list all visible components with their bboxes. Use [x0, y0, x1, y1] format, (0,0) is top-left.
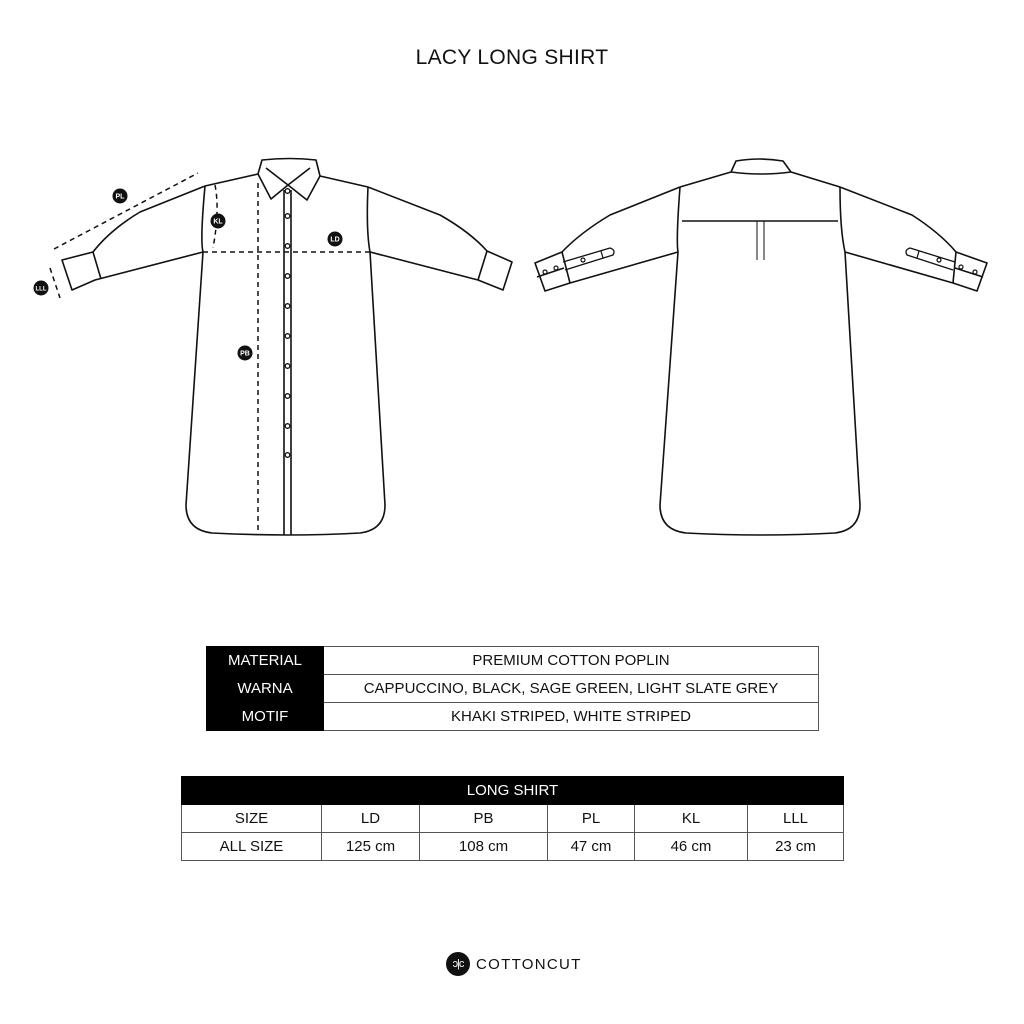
measurement-badge-lll [34, 281, 49, 296]
brand-footer [446, 952, 582, 976]
size-chart-title: LONG SHIRT [182, 777, 844, 805]
column-header: PL [548, 805, 635, 833]
column-header: PB [420, 805, 548, 833]
spec-table [206, 646, 819, 731]
spec-label: WARNA [207, 675, 324, 703]
svg-text:LLL: LLL [35, 286, 47, 293]
size-chart-header-row [182, 805, 844, 833]
brand-name: COTTONCUT [476, 955, 582, 973]
column-header: KL [635, 805, 748, 833]
front-view [50, 159, 512, 536]
column-header: LD [322, 805, 420, 833]
measurement-badge-pb [238, 346, 253, 361]
table-cell: 108 cm [420, 833, 548, 861]
table-row [182, 833, 844, 861]
svg-text:LD: LD [330, 236, 340, 244]
spec-value: KHAKI STRIPED, WHITE STRIPED [324, 703, 819, 731]
column-header: LLL [748, 805, 844, 833]
table-cell: ALL SIZE [182, 833, 322, 861]
measurement-badge-ld [328, 232, 343, 247]
spec-value: CAPPUCCINO, BLACK, SAGE GREEN, LIGHT SLATE GREY [324, 675, 819, 703]
brand-logo-icon: ɔ|c [446, 952, 470, 976]
page-title: LACY LONG SHIRT [415, 46, 609, 69]
table-cell: 47 cm [548, 833, 635, 861]
table-cell: 46 cm [635, 833, 748, 861]
spec-label: MOTIF [207, 703, 324, 731]
spec-row-motif [207, 703, 819, 731]
svg-text:KL: KL [213, 218, 223, 226]
svg-text:PL: PL [115, 193, 125, 201]
spec-value: PREMIUM COTTON POPLIN [324, 647, 819, 675]
table-cell: 125 cm [322, 833, 420, 861]
spec-label: MATERIAL [207, 647, 324, 675]
measurement-badge-kl [211, 214, 226, 229]
size-chart-table [181, 776, 844, 861]
spec-row-warna [207, 675, 819, 703]
spec-row-material [207, 647, 819, 675]
measurement-badge-pl [113, 189, 128, 204]
svg-text:PB: PB [240, 350, 250, 358]
back-view [535, 159, 987, 535]
column-header: SIZE [182, 805, 322, 833]
table-cell: 23 cm [748, 833, 844, 861]
